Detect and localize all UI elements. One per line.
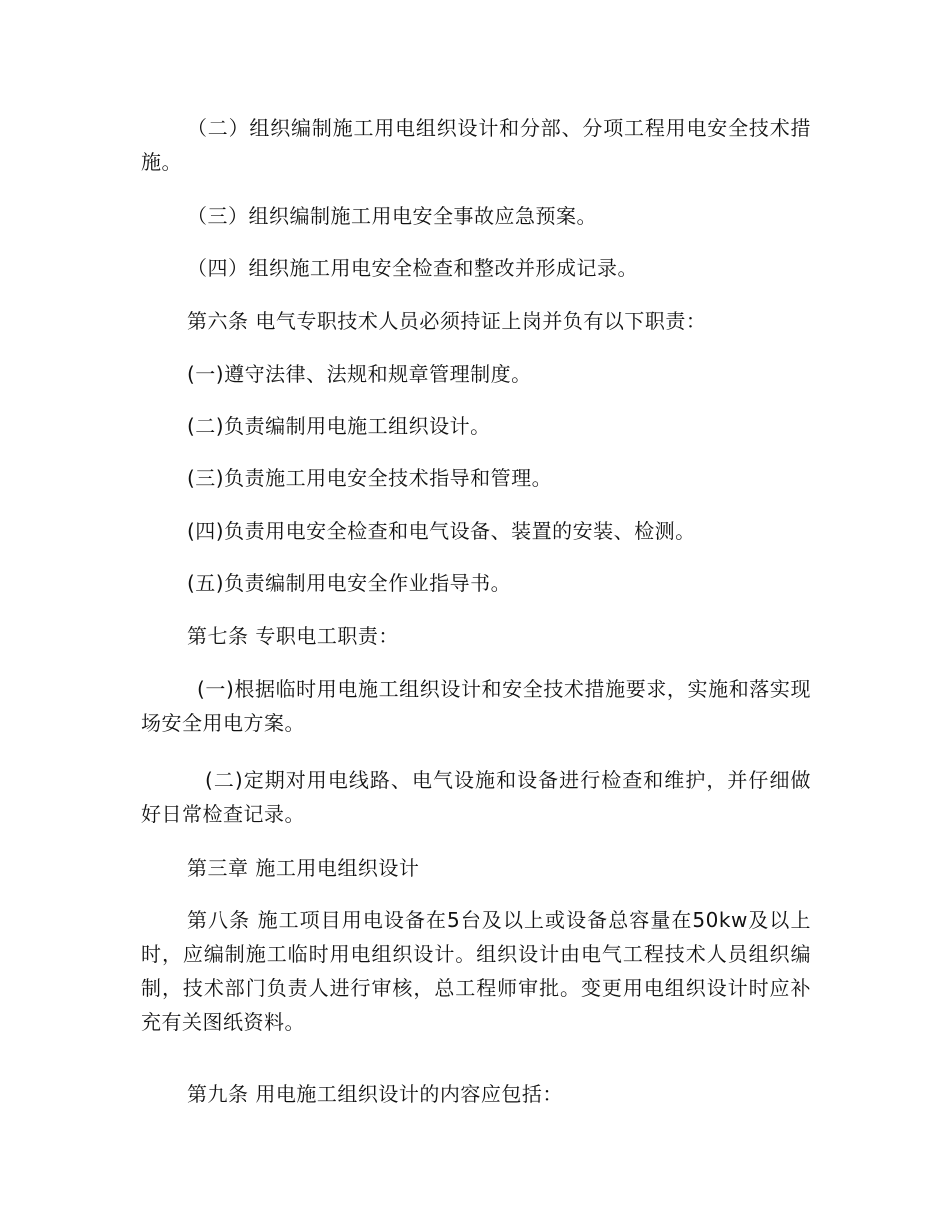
article-6-item-3: (三)负责施工用电安全技术指导和管理。 [187,466,553,490]
paragraph-item-4-responsibility: （四）组织施工用电安全检查和整改并形成记录。 [187,256,638,280]
article-7-heading: 第七条 专职电工职责： [187,624,399,648]
article-7-item-2: (二)定期对用电线路、电气设施和设备进行检查和维护，并仔细做好日常检查记录。 [141,768,811,826]
paragraph-item-3-responsibility: （三）组织编制施工用电安全事故应急预案。 [187,204,597,228]
article-6-item-5: (五)负责编制用电安全作业指导书。 [187,571,512,595]
article-6-item-1: (一)遵守法律、法规和规章管理制度。 [187,362,532,386]
paragraph-item-2-responsibility: （二）组织编制施工用电组织设计和分部、分项工程用电安全技术措施。 [141,116,811,174]
chapter-3-heading: 第三章 施工用电组织设计 [187,856,420,880]
article-6-item-4: (四)负责用电安全检查和电气设备、装置的安装、检测。 [187,519,696,543]
article-8-paragraph: 第八条 施工项目用电设备在5台及以上或设备总容量在50kw及以上时，应编制施工临时用电组织设计。组织设计由电气工程技术人员组织编制，技术部门负责人进行审核，总工程师审批。变更用电组织设计时应补充有关图纸资料。 [141,908,811,1034]
article-6-item-2: (二)负责编制用电施工组织设计。 [187,414,491,438]
article-9-heading: 第九条 用电施工组织设计的内容应包括： [187,1082,563,1106]
article-6-heading: 第六条 电气专职技术人员必须持证上岗并负有以下职责： [187,309,707,333]
article-7-item-1: (一)根据临时用电施工组织设计和安全技术措施要求，实施和落实现场安全用电方案。 [141,677,811,735]
